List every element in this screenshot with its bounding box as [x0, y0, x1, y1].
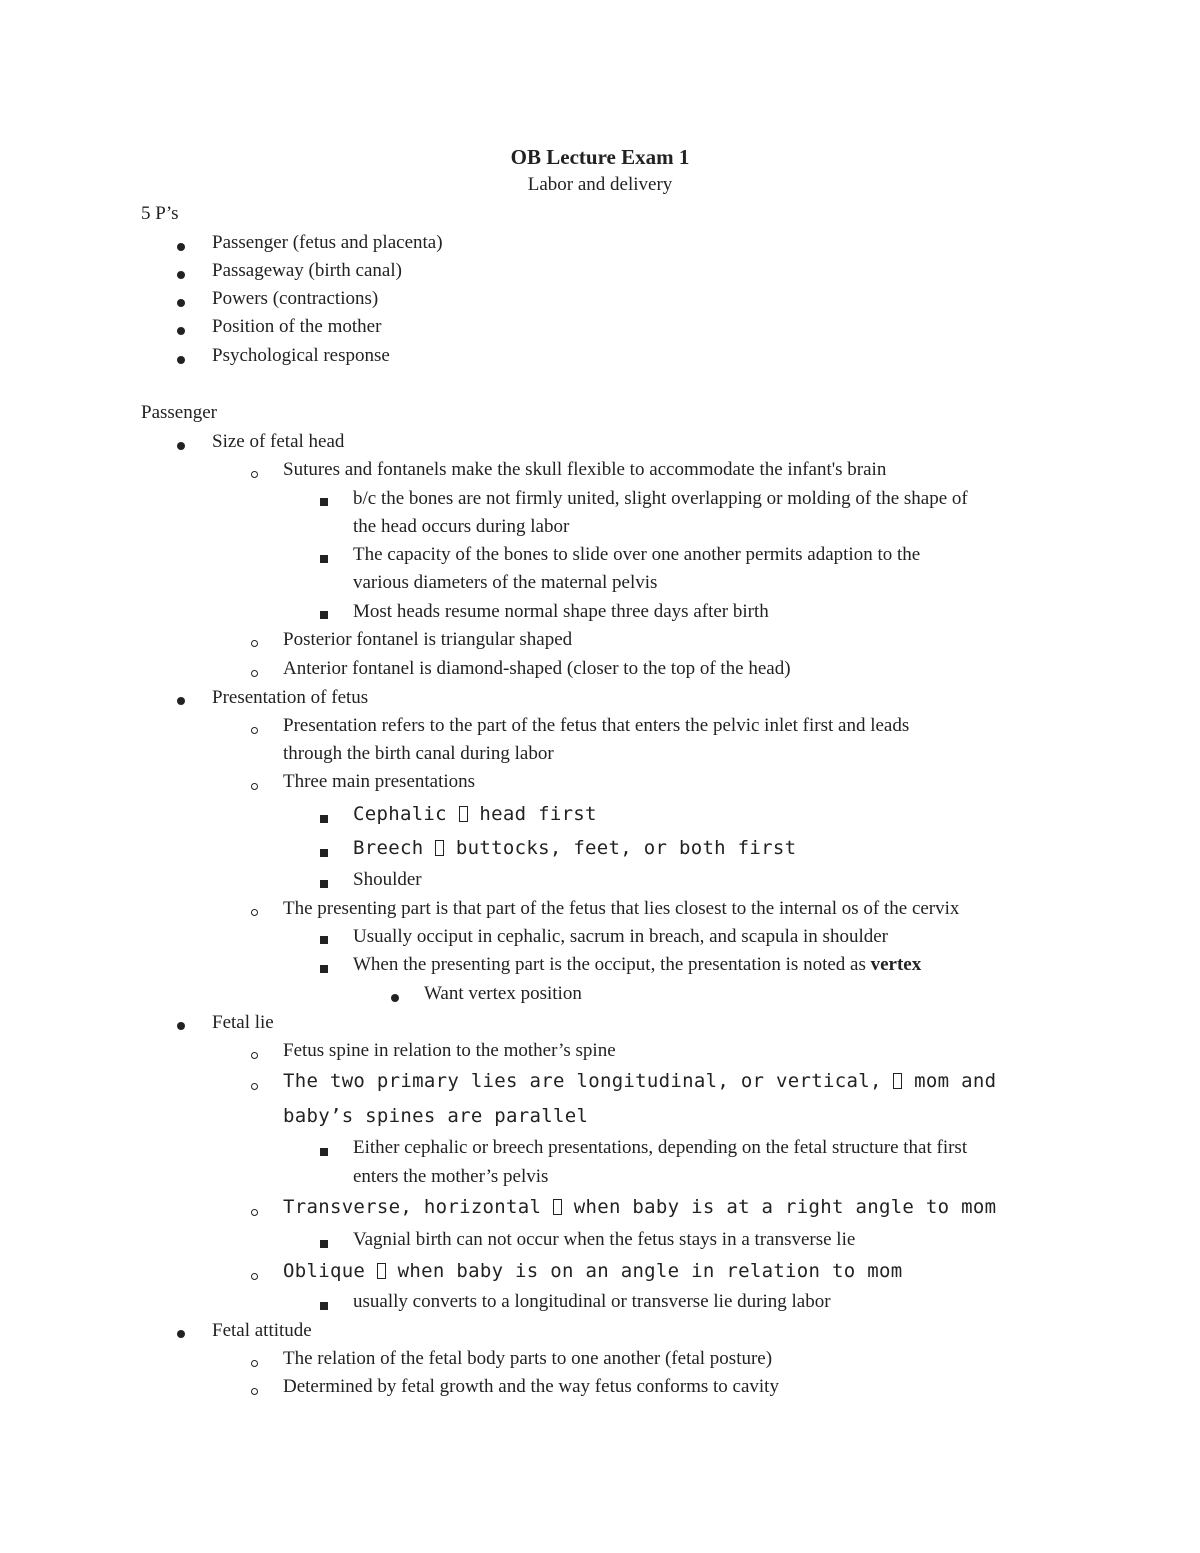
page-title: OB Lecture Exam 1 [510, 145, 690, 169]
disc-bullet [177, 239, 185, 255]
circle-bullet [251, 1047, 258, 1063]
list-item: Fetal attitude [212, 1320, 312, 1341]
page-subtitle: Labor and delivery [527, 174, 673, 195]
disc-bullet [177, 438, 185, 454]
disc-bullet [177, 295, 185, 311]
list-item: Three main presentations [283, 771, 476, 792]
list-item: Most heads resume normal shape three days after birth [353, 601, 769, 622]
list-item: The relation of the fetal body parts to one another (fetal posture) [283, 1348, 773, 1369]
square-bullet [320, 845, 328, 861]
list-item: Fetus spine in relation to the mother’s spine [283, 1040, 616, 1061]
missing-glyph-icon [377, 1263, 386, 1279]
list-item: Anterior fontanel is diamond-shaped (closer to the top of the head) [283, 658, 791, 679]
disc-bullet [177, 352, 185, 368]
list-item: Sutures and fontanels make the skull flexible to accommodate the infant's brain [283, 459, 887, 480]
disc-bullet [391, 990, 399, 1006]
list-item: Passenger (fetus and placenta) [212, 232, 443, 253]
disc-bullet [177, 267, 185, 283]
list-item: Posterior fontanel is triangular shaped [283, 629, 573, 650]
missing-glyph-icon [435, 840, 444, 856]
list-item: The capacity of the bones to slide over one another permits adaption to the [353, 544, 921, 565]
list-item: b/c the bones are not firmly united, slight overlapping or molding of the shape of [353, 488, 968, 509]
list-item: Want vertex position [424, 983, 582, 1004]
section-heading-5ps: 5 P’s [141, 203, 179, 224]
square-bullet [320, 961, 328, 977]
circle-bullet [251, 904, 258, 920]
list-item: Shoulder [353, 869, 422, 890]
circle-bullet [251, 1078, 258, 1094]
square-bullet [320, 811, 328, 827]
circle-bullet [251, 1268, 258, 1284]
list-item-continuation: through the birth canal during labor [283, 743, 554, 764]
list-item: Presentation of fetus [212, 687, 369, 708]
list-item-continuation: enters the mother’s pelvis [353, 1166, 549, 1187]
square-bullet [320, 551, 328, 567]
list-item: Powers (contractions) [212, 288, 379, 309]
disc-bullet [177, 1018, 185, 1034]
list-item: usually converts to a longitudinal or transverse lie during labor [353, 1291, 831, 1312]
list-item: The two primary lies are longitudinal, or vertical, mom and [283, 1070, 997, 1092]
square-bullet [320, 494, 328, 510]
section-heading-passenger: Passenger [141, 402, 217, 423]
square-bullet [320, 1236, 328, 1252]
list-item: Presentation refers to the part of the fetus that enters the pelvic inlet first and leads [283, 715, 910, 736]
missing-glyph-icon [553, 1199, 562, 1215]
list-item: Psychological response [212, 345, 390, 366]
circle-bullet [251, 1204, 258, 1220]
list-item: Fetal lie [212, 1012, 274, 1033]
list-item: Breech buttocks, feet, or both first [353, 837, 797, 859]
list-item: Oblique when baby is on an angle in relation to mom [283, 1260, 903, 1282]
disc-bullet [177, 1326, 185, 1342]
list-item: When the presenting part is the occiput, the presentation is noted as vertex [353, 954, 922, 975]
list-item: Either cephalic or breech presentations, depending on the fetal structure that first [353, 1137, 968, 1158]
disc-bullet [177, 693, 185, 709]
list-item: Determined by fetal growth and the way fetus conforms to cavity [283, 1376, 779, 1397]
list-item: Cephalic head first [353, 803, 597, 825]
circle-bullet [251, 466, 258, 482]
list-item: Position of the mother [212, 316, 382, 337]
square-bullet [320, 876, 328, 892]
list-item: Transverse, horizontal when baby is at a right angle to mom [283, 1196, 997, 1218]
list-item: The presenting part is that part of the fetus that lies closest to the internal os of the cervix [283, 898, 960, 919]
square-bullet [320, 607, 328, 623]
square-bullet [320, 1298, 328, 1314]
list-item: Vagnial birth can not occur when the fetus stays in a transverse lie [353, 1229, 856, 1250]
list-item-continuation: baby’s spines are parallel [283, 1105, 589, 1127]
circle-bullet [251, 1383, 258, 1399]
circle-bullet [251, 635, 258, 651]
disc-bullet [177, 323, 185, 339]
list-item: Passageway (birth canal) [212, 260, 402, 281]
square-bullet [320, 1144, 328, 1160]
list-item-continuation: the head occurs during labor [353, 516, 570, 537]
vertex-term: vertex [870, 954, 922, 975]
circle-bullet [251, 722, 258, 738]
circle-bullet [251, 1355, 258, 1371]
list-item: Usually occiput in cephalic, sacrum in breach, and scapula in shoulder [353, 926, 888, 947]
circle-bullet [251, 778, 258, 794]
square-bullet [320, 932, 328, 948]
circle-bullet [251, 665, 258, 681]
list-item: Size of fetal head [212, 431, 345, 452]
missing-glyph-icon [459, 806, 468, 822]
list-item-continuation: various diameters of the maternal pelvis [353, 572, 658, 593]
